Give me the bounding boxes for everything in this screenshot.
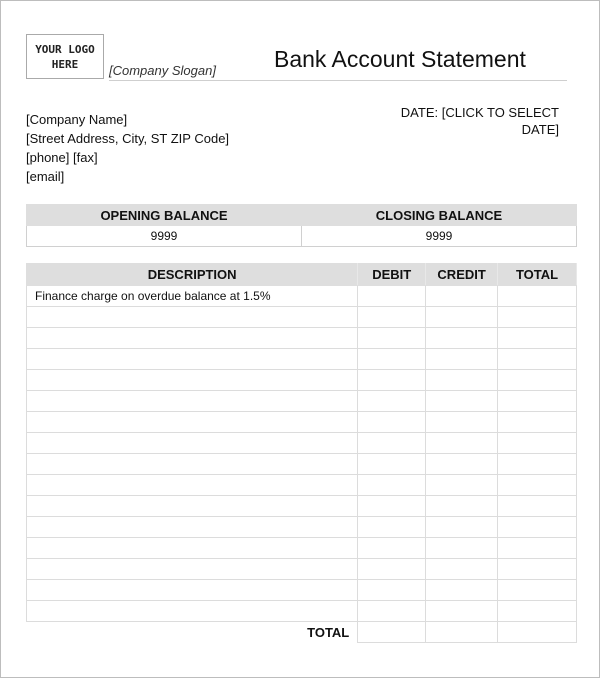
description-cell[interactable] bbox=[27, 412, 358, 433]
table-row bbox=[27, 391, 577, 412]
total-debit-cell[interactable] bbox=[358, 622, 426, 643]
debit-cell[interactable] bbox=[358, 286, 426, 307]
description-cell[interactable] bbox=[27, 328, 358, 349]
debit-cell[interactable] bbox=[358, 391, 426, 412]
total-cell[interactable] bbox=[498, 433, 577, 454]
total-cell[interactable] bbox=[498, 559, 577, 580]
table-row bbox=[27, 580, 577, 601]
table-row bbox=[27, 349, 577, 370]
description-cell[interactable] bbox=[27, 454, 358, 475]
total-cell[interactable] bbox=[498, 391, 577, 412]
total-row bbox=[27, 622, 577, 643]
table-row bbox=[27, 286, 577, 307]
description-cell[interactable] bbox=[27, 391, 358, 412]
table-row bbox=[27, 370, 577, 391]
column-header-credit: CREDIT bbox=[426, 264, 498, 286]
total-cell[interactable] bbox=[498, 454, 577, 475]
date-field[interactable] bbox=[359, 104, 559, 138]
credit-cell[interactable] bbox=[426, 349, 498, 370]
credit-cell[interactable] bbox=[426, 307, 498, 328]
debit-cell[interactable] bbox=[358, 601, 426, 622]
total-cell[interactable] bbox=[498, 370, 577, 391]
description-cell[interactable] bbox=[27, 307, 358, 328]
credit-cell[interactable] bbox=[426, 454, 498, 475]
debit-cell[interactable] bbox=[358, 349, 426, 370]
credit-cell[interactable] bbox=[426, 475, 498, 496]
total-cell[interactable] bbox=[498, 538, 577, 559]
table-row bbox=[27, 601, 577, 622]
page-title: Bank Account Statement bbox=[274, 46, 526, 72]
logo-placeholder bbox=[26, 34, 104, 79]
debit-cell[interactable] bbox=[358, 559, 426, 580]
credit-cell[interactable] bbox=[426, 412, 498, 433]
debit-cell[interactable] bbox=[358, 538, 426, 559]
description-cell[interactable] bbox=[27, 601, 358, 622]
column-header-total: TOTAL bbox=[498, 264, 577, 286]
total-cell[interactable] bbox=[498, 307, 577, 328]
debit-cell[interactable] bbox=[358, 412, 426, 433]
total-label: TOTAL bbox=[27, 622, 358, 643]
description-cell[interactable] bbox=[27, 433, 358, 454]
closing-balance-header: CLOSING BALANCE bbox=[302, 205, 577, 226]
opening-balance-value[interactable]: 9999 bbox=[27, 226, 302, 247]
debit-cell[interactable] bbox=[358, 454, 426, 475]
description-cell[interactable] bbox=[27, 538, 358, 559]
debit-cell[interactable] bbox=[358, 307, 426, 328]
table-row bbox=[27, 328, 577, 349]
closing-balance-value[interactable]: 9999 bbox=[302, 226, 577, 247]
credit-cell[interactable] bbox=[426, 433, 498, 454]
logo-line-2: HERE bbox=[51, 57, 79, 71]
description-cell[interactable] bbox=[27, 370, 358, 391]
balance-table bbox=[26, 204, 577, 247]
company-info bbox=[26, 110, 229, 186]
table-row bbox=[27, 559, 577, 580]
total-cell[interactable] bbox=[498, 580, 577, 601]
total-cell[interactable] bbox=[498, 496, 577, 517]
total-cell[interactable] bbox=[498, 412, 577, 433]
credit-cell[interactable] bbox=[426, 286, 498, 307]
total-cell[interactable] bbox=[498, 349, 577, 370]
company-address[interactable]: [Street Address, City, ST ZIP Code] bbox=[26, 131, 230, 146]
company-phone-fax[interactable]: [phone] [fax] bbox=[26, 150, 98, 165]
description-cell[interactable] bbox=[27, 559, 358, 580]
debit-cell[interactable] bbox=[358, 475, 426, 496]
total-total-cell[interactable] bbox=[498, 622, 577, 643]
opening-balance-header: OPENING BALANCE bbox=[27, 205, 302, 226]
column-header-debit: DEBIT bbox=[358, 264, 426, 286]
description-cell[interactable] bbox=[27, 349, 358, 370]
description-cell[interactable] bbox=[27, 475, 358, 496]
transactions-table bbox=[26, 263, 577, 643]
total-cell[interactable] bbox=[498, 286, 577, 307]
debit-cell[interactable] bbox=[358, 496, 426, 517]
credit-cell[interactable] bbox=[426, 496, 498, 517]
total-cell[interactable] bbox=[498, 601, 577, 622]
table-row bbox=[27, 454, 577, 475]
company-slogan[interactable]: [Company Slogan] bbox=[109, 63, 216, 78]
table-row bbox=[27, 496, 577, 517]
logo-line-1: YOUR LOGO bbox=[35, 42, 95, 56]
table-row bbox=[27, 307, 577, 328]
debit-cell[interactable] bbox=[358, 433, 426, 454]
date-line-1: DATE: [CLICK TO SELECT bbox=[400, 105, 559, 120]
total-cell[interactable] bbox=[498, 328, 577, 349]
table-row bbox=[27, 517, 577, 538]
credit-cell[interactable] bbox=[426, 580, 498, 601]
description-cell[interactable]: Finance charge on overdue balance at 1.5% bbox=[27, 286, 358, 307]
description-cell[interactable] bbox=[27, 580, 358, 601]
credit-cell[interactable] bbox=[426, 370, 498, 391]
debit-cell[interactable] bbox=[358, 580, 426, 601]
company-email[interactable]: [email] bbox=[26, 169, 65, 184]
credit-cell[interactable] bbox=[426, 517, 498, 538]
table-row bbox=[27, 412, 577, 433]
debit-cell[interactable] bbox=[358, 328, 426, 349]
company-name[interactable]: [Company Name] bbox=[26, 112, 128, 127]
column-header-description: DESCRIPTION bbox=[27, 264, 358, 286]
credit-cell[interactable] bbox=[426, 328, 498, 349]
description-cell[interactable] bbox=[27, 517, 358, 538]
credit-cell[interactable] bbox=[426, 391, 498, 412]
debit-cell[interactable] bbox=[358, 370, 426, 391]
debit-cell[interactable] bbox=[358, 517, 426, 538]
total-cell[interactable] bbox=[498, 517, 577, 538]
description-cell[interactable] bbox=[27, 496, 358, 517]
date-line-2: DATE] bbox=[521, 122, 559, 137]
total-credit-cell[interactable] bbox=[426, 622, 498, 643]
credit-cell[interactable] bbox=[426, 538, 498, 559]
table-row bbox=[27, 475, 577, 496]
table-row bbox=[27, 433, 577, 454]
total-cell[interactable] bbox=[498, 475, 577, 496]
table-row bbox=[27, 538, 577, 559]
title-divider bbox=[109, 80, 567, 81]
credit-cell[interactable] bbox=[426, 559, 498, 580]
credit-cell[interactable] bbox=[426, 601, 498, 622]
